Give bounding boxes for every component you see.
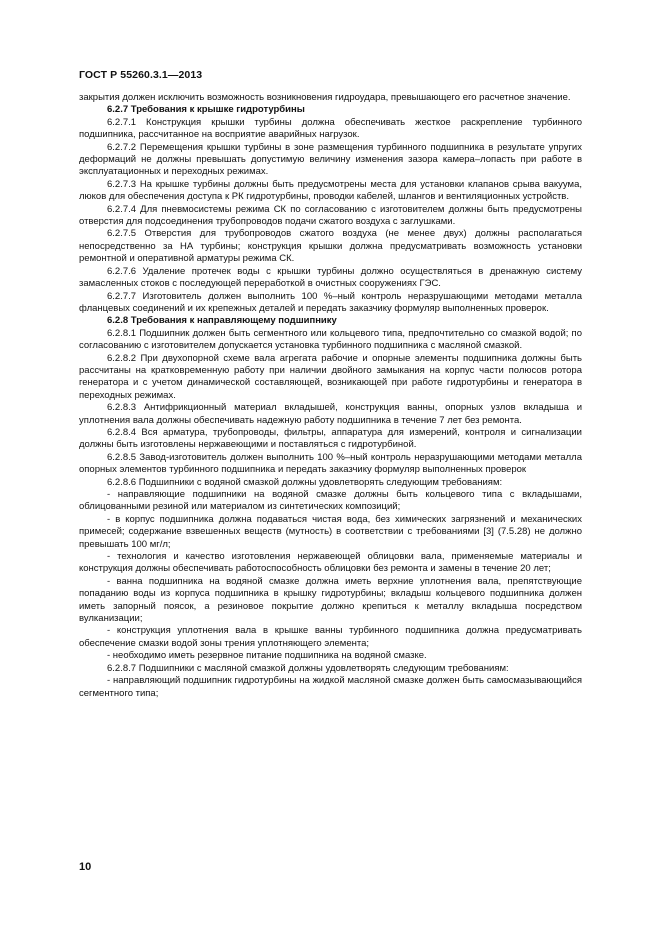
paragraph: 6.2.7.7 Изготовитель должен выполнить 100 %–ный контроль неразрушающими методами металла фланцевых соединений и их крепежных деталей и передать заказчику формуляр выполненных проверок. [79,290,582,314]
list-item: - конструкция уплотнения вала в крышке ванны турбинного подшипника должна предусматривать обеспечение смазки водой зоны трения уплотняющего элемента; [79,625,582,649]
paragraph: 6.2.8.6 Подшипники с водяной смазкой должны удовлетворять следующим требованиям: [107,476,503,488]
list-item: - в корпус подшипника должна подаваться чистая вода, без химических загрязнений и механических примесей; содержание взвешенных веществ (мутность) в соответствии с требованиями [3] (7.5.28) не должно превышать 100 мг/л; [79,513,582,550]
paragraph: 6.2.7.5 Отверстия для трубопроводов сжатого воздуха (не менее двух) должны располагаться непосредственно за НА турбины; конструкция крышки должна предусматривать возможность установки ремонтной и оперативной арматуры режима СК. [79,228,582,265]
paragraph: 6.2.8.7 Подшипники с масляной смазкой должны удовлетворять следующим требованиям: [107,662,509,674]
list-item: - необходимо иметь резервное питание подшипника на водяной смазке. [107,650,427,662]
document-header: ГОСТ Р 55260.3.1—2013 [79,69,203,81]
paragraph: 6.2.8.5 Завод-изготовитель должен выполнить 100 %–ный контроль неразрушающими методами металла опорных элементов турбинного подшипника и передать заказчику формуляр выполненных проверок [79,451,582,476]
paragraph: 6.2.8.4 Вся арматура, трубопроводы, фильтры, аппаратура для измерений, контроля и сигнализации должны быть изготовлены нержавеющими и поставляться с гидротурбиной. [79,426,582,451]
section-heading: 6.2.8 Требования к направляющему подшипнику [107,315,337,327]
paragraph: 6.2.8.1 Подшипник должен быть сегментного или кольцевого типа, предпочтительно со смазкой водой; по согласованию с изготовителем допускается установка турбинного подшипника с масляной смазкой. [79,327,582,352]
paragraph: закрытия должен исключить возможность возникновения гидроудара, превышающего его расчетное значение. [79,92,571,103]
document-body [79,92,582,700]
paragraph: 6.2.7.1 Конструкция крышки турбины должна обеспечивать жесткое раскрепление турбинного подшипника, рассчитанное на восприятие аварийных нагрузок. [79,116,582,141]
list-item: - ванна подшипника на водяной смазке должна иметь верхние уплотнения вала, препятствующие попаданию воды из корпуса подшипника в крышку гидротурбины; вкладыш кольцевого подшипника должен иметь запорный поясок, а резиновое покрытие должно крепиться к металлу вкладыша посредством вулканизации; [79,575,582,625]
paragraph: 6.2.8.2 При двухопорной схеме вала агрегата рабочие и опорные элементы подшипника должны быть рассчитаны на кратковременную работу при наличии двойного замыкания на корпус части полюсов ротора генератора и с учетом динамической составляющей, возникающей при работе гидротурбины и генератора в переходных режимах. [79,352,582,401]
list-item: - направляющий подшипник гидротурбины на жидкой масляной смазке должен быть самосмазывающийся сегментного типа; [79,675,582,699]
list-item: - технология и качество изготовления нержавеющей облицовки вала, применяемые материалы и конструкция должны обеспечивать работоспособность облицовки без ремонта и замены в течение 20 лет; [79,551,582,575]
page-number: 10 [79,861,92,873]
paragraph: 6.2.8.3 Антифрикционный материал вкладышей, конструкция ванны, опорных узлов вкладыша и уплотнения вала должны обеспечивать надежную работу подшипника в течение 7 лет без ремонта. [79,402,582,426]
paragraph: 6.2.7.3 На крышке турбины должны быть предусмотрены места для установки клапанов срыва вакуума, люков для обеспечения доступа к РК гидротурбины, проводки кабелей, шлангов и вентиляционных устройств. [79,178,582,203]
list-item: - направляющие подшипники на водяной смазке должны быть кольцевого типа с вкладышами, облицованными резиной или материалом из синтетических композиций; [79,489,582,513]
section-heading: 6.2.7 Требования к крышке гидротурбины [107,104,305,116]
paragraph: 6.2.7.2 Перемещения крышки турбины в зоне размещения турбинного подшипника в результате упругих деформаций не должны превышать допустимую величину изменения зазора камера–лопасть при работе в эксплуатационных и переходных режимах. [79,141,582,178]
paragraph: 6.2.7.6 Удаление протечек воды с крышки турбины должно осуществляться в дренажную систему замасленных стоков с последующей переработкой в очистных сооружениях ГЭС. [79,265,582,290]
paragraph: 6.2.7.4 Для пневмосистемы режима СК по согласованию с изготовителем должны быть предусмотрены отверстия для подсоединения трубопроводов подачи сжатого воздуха с заглушками. [79,203,582,228]
